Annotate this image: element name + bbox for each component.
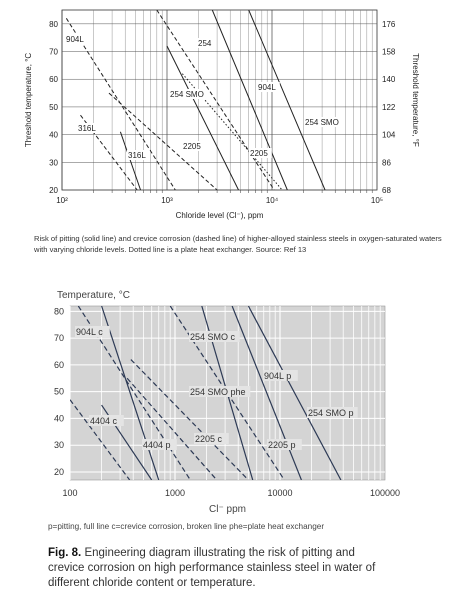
- figure-text: Engineering diagram illustrating the risk of pitting and crevice corrosion on high performance stainless steel in water of different chloride content or temperature.: [48, 547, 376, 589]
- y-tick-label-top: 70: [49, 47, 58, 57]
- x-tick-label-top: 10²: [56, 196, 68, 205]
- annotation-top: 904L: [258, 83, 276, 92]
- y-tick-label-top: 50: [49, 102, 58, 112]
- y-tick-label-bottom: 60: [53, 359, 64, 370]
- y2-tick-label-top: 158: [382, 47, 396, 57]
- y2-tick-label-top: 176: [382, 19, 396, 29]
- x-tick-label-top: 10⁴: [265, 196, 279, 205]
- y-tick-label-top: 80: [49, 19, 58, 29]
- y-tick-label-top: 40: [49, 130, 58, 140]
- x-tick-label-bottom: 10000: [267, 488, 293, 498]
- figure-caption: [48, 546, 378, 591]
- x-axis-label-top: Chloride level (Cl⁻), ppm: [175, 211, 264, 220]
- y-axis-label-top: Threshold temperature, °C: [24, 52, 33, 148]
- y2-tick-label-top: 122: [382, 102, 396, 112]
- chart-bottom-legend: p=pitting, full line c=crevice corrosion, broken line phe=plate heat exchanger: [48, 522, 325, 531]
- y-tick-label-bottom: 30: [53, 440, 64, 451]
- y2-tick-label-top: 86: [382, 158, 391, 168]
- annotation-bottom: 254 SMO c: [190, 332, 236, 342]
- annotation-bottom: 904L c: [76, 327, 103, 337]
- annotation-top: 316L: [78, 124, 96, 133]
- y-tick-label-bottom: 50: [53, 386, 64, 397]
- y2-axis-label-top: Threshold temperature, °F: [411, 53, 420, 147]
- annotation-top: 2205: [183, 142, 201, 151]
- chart-top-caption: Risk of pitting (solid line) and crevice corrosion (dashed line) of higher-alloyed stainless steels in oxygen-saturated waters with varying chloride levels. Dotted line is a plate heat exchanger. Source: Ref 13: [34, 234, 442, 254]
- annotation-bottom: 2205 p: [268, 440, 296, 450]
- figure-label: Fig. 8.: [48, 547, 82, 559]
- y-tick-label-bottom: 70: [53, 333, 64, 344]
- y-tick-label-bottom: 80: [53, 306, 64, 317]
- annotation-bottom: 2205 c: [195, 434, 223, 444]
- y2-tick-label-top: 104: [382, 130, 396, 140]
- annotation-bottom: 4404 p: [143, 440, 171, 450]
- annotation-bottom: 254 SMO p: [308, 408, 354, 418]
- annotation-bottom: 904L p: [264, 371, 292, 381]
- annotation-bottom: 4404 c: [90, 416, 118, 426]
- y2-tick-label-top: 140: [382, 75, 396, 85]
- annotation-top: 316L: [128, 151, 146, 160]
- x-axis-label-bottom: Cl⁻ ppm: [209, 504, 246, 515]
- x-tick-label-top: 10⁵: [370, 196, 384, 205]
- annotation-top: 254: [198, 39, 212, 48]
- x-tick-label-bottom: 100000: [369, 488, 401, 498]
- y2-tick-label-top: 68: [382, 186, 391, 195]
- y-tick-label-bottom: 40: [53, 413, 64, 424]
- y-tick-label-top: 30: [49, 158, 58, 168]
- x-tick-label-bottom: 100: [62, 488, 78, 498]
- annotation-bottom: 254 SMO phe: [190, 387, 246, 397]
- y-axis-label-bottom: Temperature, °C: [57, 290, 130, 301]
- y-tick-label-top: 20: [49, 186, 58, 195]
- plot-area-top: [62, 10, 377, 190]
- x-tick-label-top: 10³: [161, 196, 173, 205]
- annotation-top: 2205: [250, 149, 268, 158]
- x-tick-label-bottom: 1000: [164, 488, 186, 498]
- annotation-top: 254 SMO: [305, 118, 339, 127]
- y-tick-label-top: 60: [49, 75, 58, 85]
- annotation-top: 254 SMO: [170, 90, 204, 99]
- annotation-top: 904L: [66, 35, 84, 44]
- y-tick-label-bottom: 20: [53, 466, 64, 477]
